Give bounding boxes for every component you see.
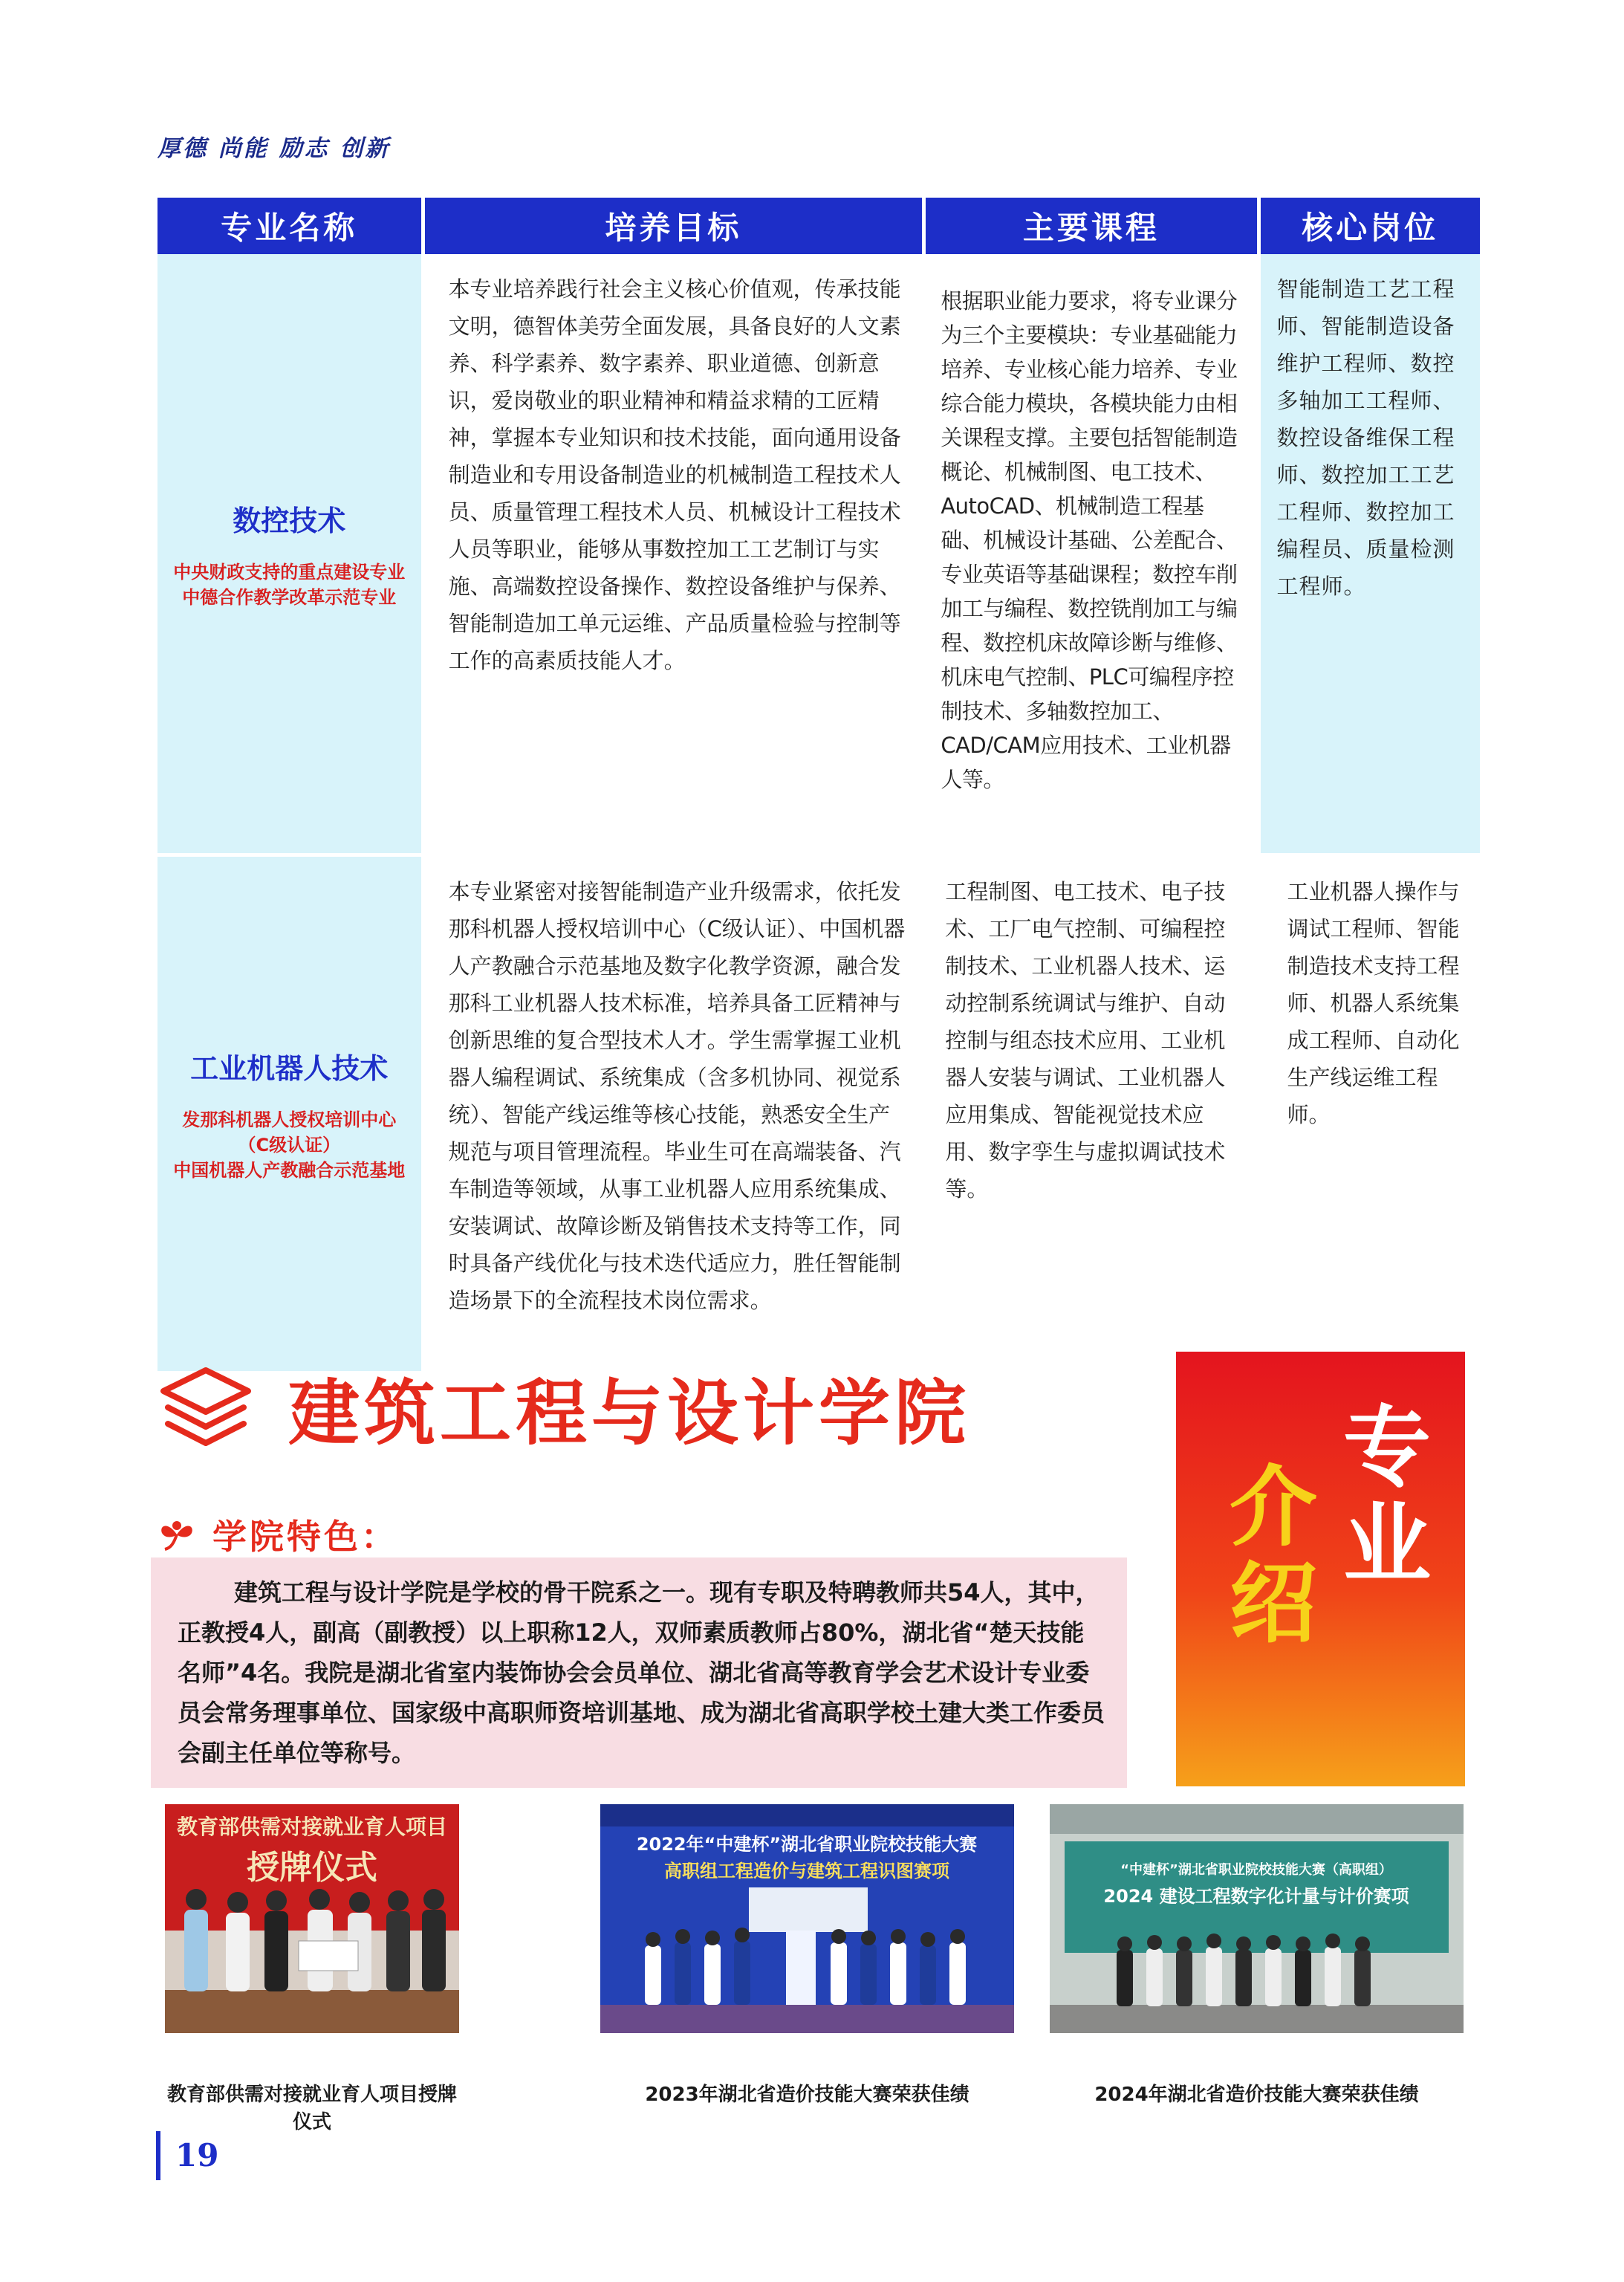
school-motto: 厚德 尚能 励志 创新 — [157, 135, 391, 162]
major-name-cell — [157, 254, 421, 857]
header-core-posts: 核心岗位 — [1261, 198, 1481, 254]
major-table — [154, 198, 1484, 1371]
major-note: 中国机器人产教融合示范基地 — [173, 1159, 406, 1181]
header-main-courses: 主要课程 — [926, 198, 1256, 254]
page-number-bar — [156, 2131, 160, 2180]
feature-text: 建筑工程与设计学院是学校的骨干院系之一。现有专职及特聘教师共54人，其中，正教授4人，副高（副教授）以上职称12人，双师素质教师占80%，湖北省“楚天技能名师”4名。我院是湖北省室内装饰协会会员单位、湖北省高等教育学会艺术设计专业委员会常务理事单位、国家级中高职师资培训基地、成为湖北省高职学校土建大类工作委员会副主任单位等称号。 — [178, 1578, 1105, 1767]
table-row — [157, 857, 1480, 1371]
competition-sign-line: “中建杯”湖北省职业院校技能大赛（高职组） — [1120, 1862, 1392, 1878]
major-note: 发那科机器人授权培训中心 — [182, 1109, 397, 1130]
table-header-row — [157, 198, 1480, 254]
flower-icon — [157, 1518, 196, 1551]
banner-char: 专 — [1343, 1396, 1432, 1499]
competition-sign-line: 2022年“中建杯”湖北省职业院校技能大赛 — [636, 1834, 978, 1855]
photo-caption: 教育部供需对接就业育人项目授牌仪式 — [166, 2084, 457, 2133]
header-major-name: 专业名称 — [157, 198, 421, 254]
table-row — [157, 254, 1480, 857]
ceremony-scene — [165, 1804, 459, 2033]
ceremony-sign-line: 授牌仪式 — [247, 1849, 377, 1887]
main-courses: 工程制图、电工技术、电子技术、工厂电气控制、可编程控制技术、工业机器人技术、运动控制系统调试与维护、自动控制与组态技术应用、工业机器人安装与调试、工业机器人应用集成、智能视觉技术应用、数字孪生与虚拟调试技术等。 — [926, 857, 1256, 1371]
page-number: 19 — [175, 2137, 219, 2174]
college-title: 建筑工程与设计学院 — [288, 1372, 970, 1455]
major-name: 数控技术 — [233, 504, 346, 537]
competition-sign-line: 高职组工程造价与建筑工程识图赛项 — [664, 1861, 949, 1881]
banner-char: 绍 — [1230, 1552, 1318, 1655]
major-name-cell — [157, 857, 421, 1371]
core-posts: 工业机器人操作与调试工程师、智能制造技术支持工程师、机器人系统集成工程师、自动化生产线运维工程师。 — [1261, 857, 1481, 1371]
photo-2023-competition — [600, 1804, 1014, 2033]
major-note: 中央财政支持的重点建设专业 — [173, 561, 406, 583]
photo-2024-competition — [1050, 1804, 1464, 2033]
banner-char: 介 — [1230, 1455, 1318, 1558]
core-posts: 智能制造工艺工程师、智能制造设备维护工程师、数控多轴加工工程师、数控设备维保工程师、数控加工工艺工程师、数控加工编程员、质量检测工程师。 — [1261, 254, 1481, 857]
banner-char: 业 — [1343, 1492, 1432, 1595]
competition-scene — [1050, 1804, 1464, 2033]
intro-banner — [1176, 1352, 1465, 1786]
training-goal: 本专业紧密对接智能制造产业升级需求，依托发那科机器人授权培训中心（C级认证）、中国机器人产教融合示范基地及数字化教学资源，融合发那科工业机器人技术标准，培养具备工匠精神与创新思维的复合型技术人才。学生需掌握工业机器人编程调试、系统集成（含多机协同、视觉系统）、智能产线运维等核心技能，熟悉安全生产规范与项目管理流程。毕业生可在高端装备、汽车制造等领域，从事工业机器人应用系统集成、安装调试、故障诊断及销售技术支持等工作，同时具备产线优化与技术迭代适应力，胜任智能制造场景下的全流程技术岗位需求。 — [425, 857, 923, 1371]
feature-text-box — [151, 1557, 1127, 1788]
feature-label: 学院特色： — [212, 1517, 398, 1557]
competition-sign-line: 2024 建设工程数字化计量与计价赛项 — [1103, 1886, 1409, 1907]
layers-icon — [157, 1366, 254, 1448]
training-goal: 本专业培养践行社会主义核心价值观，传承技能文明，德智体美劳全面发展，具备良好的人文素养、科学素养、数字素养、职业道德、创新意识，爱岗敬业的职业精神和精益求精的工匠精神，掌握本专业知识和技术技能，面向通用设备制造业和专用设备制造业的机械制造工程技术人员、质量管理工程技术人员、机械设计工程技术人员等职业，能够从事数控加工工艺制订与实施、高端数控设备操作、数控设备维护与保养、智能制造加工单元运维、产品质量检验与控制等工作的高素质技能人才。 — [425, 254, 923, 857]
ceremony-sign-line: 教育部供需对接就业育人项目 — [176, 1815, 448, 1839]
main-courses: 根据职业能力要求，将专业课分为三个主要模块：专业基础能力培养、专业核心能力培养、专业综合能力模块，各模块能力由相关课程支撑。主要包括智能制造概论、机械制图、电工技术、AutoCAD、机械制造工程基础、机械设计基础、公差配合、专业英语等基础课程；数控车削加工与编程、数控铣削加工与编程、数控机床故障诊断与维修、机床电气控制、PLC可编程序控制技术、多轴数控加工、CAD/CAM应用技术、工业机器人等。 — [926, 254, 1256, 857]
major-note: （C级认证） — [238, 1134, 341, 1155]
header-training-goal: 培养目标 — [425, 198, 923, 254]
major-name: 工业机器人技术 — [190, 1051, 389, 1085]
major-note: 中德合作教学改革示范专业 — [182, 586, 397, 608]
photo-caption: 2024年湖北省造价技能大赛荣获佳绩 — [1094, 2084, 1419, 2106]
competition-scene — [600, 1804, 1014, 2033]
photo-award-ceremony — [165, 1804, 459, 2033]
feature-heading — [157, 1510, 398, 1559]
photo-caption: 2023年湖北省造价技能大赛荣获佳绩 — [645, 2084, 969, 2106]
